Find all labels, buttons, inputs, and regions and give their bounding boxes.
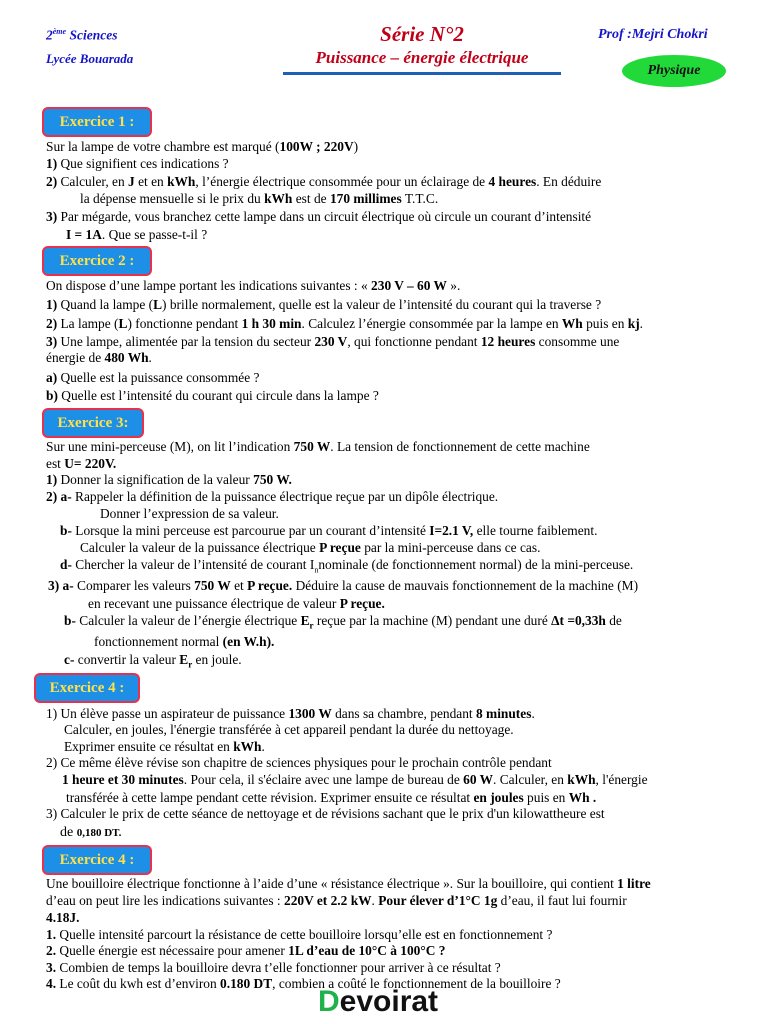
ex3-intro: Sur une mini-perceuse (M), on lit l’indication 750 W. La tension de fonctionnement de cette machine bbox=[46, 439, 590, 454]
ex3-q3b-cont: fonctionnement normal (en W.h). bbox=[94, 634, 275, 649]
ex3-q2a: 2) a- Rappeler la définition de la puissance électrique reçue par un dipôle électrique. bbox=[46, 489, 499, 504]
series-subtitle: Puissance – énergie électrique bbox=[315, 48, 529, 67]
ex3-q2b: b- Lorsque la mini perceuse est parcourue par un courant d’intensité I=2.1 V, elle tourne faiblement. bbox=[60, 523, 598, 538]
title-underline bbox=[283, 72, 561, 75]
ex4-q2-cont: 1 heure et 30 minutes. Pour cela, il s'éclaire avec une lampe de bureau de 60 W. Calculer, en kWh, l'énergie bbox=[62, 772, 648, 787]
ex4-q1: 1) Un élève passe un aspirateur de puissance 1300 W dans sa chambre, pendant 8 minutes. bbox=[46, 706, 535, 721]
ex2-q3-cont: énergie de 480 Wh. bbox=[46, 350, 152, 365]
ex3-q3c: c- convertir la valeur $E_r$ en joule. bbox=[64, 652, 242, 670]
devoirat-logo: Devoirat bbox=[318, 985, 439, 1018]
ex1-q3-cont: I = 1A. Que se passe-t-il ? bbox=[66, 227, 208, 242]
ex5-intro-cont2: 4.18J. bbox=[46, 910, 80, 925]
ex3-q3a: 3) a- Comparer les valeurs 750 W et P reçue. Déduire la cause de mauvais fonctionnement de la machine (M) bbox=[48, 578, 639, 593]
exercise-2-label: Exercice 2 : bbox=[42, 246, 152, 276]
ex3-intro-cont: est U= 220V. bbox=[46, 456, 117, 471]
ex5-q3: 3. Combien de temps la bouilloire devra t’elle fonctionner pour arriver à ce résultat ? bbox=[46, 960, 501, 975]
ex5-q4: 4. Le coût du kwh est d’environ 0.180 DT, combien a coûté le fonctionnement de la bouilloire ? bbox=[46, 976, 561, 991]
ex1-line: Sur la lampe de votre chambre est marqué (100W ; 220V) bbox=[46, 139, 359, 154]
ex4-q2: 2) Ce même élève révise son chapitre de sciences physiques pour le prochain contrôle pendant bbox=[46, 755, 552, 770]
ex4-q1-cont: Calculer, en joules, l'énergie transférée à cet appareil pendant la durée du nettoyage. bbox=[64, 722, 514, 737]
exercise-4-label: Exercice 4 : bbox=[34, 673, 140, 703]
ex4-q3: 3) Calculer le prix de cette séance de nettoyage et de révisions sachant que le prix d'un kilowattheure est bbox=[46, 806, 605, 821]
ex3-q3b: b- Calculer la valeur de l’énergie électrique $E_r$ reçue par la machine (M) pendant une duré Δt =0,33h de bbox=[64, 613, 622, 631]
class-level: 2ème Sciences bbox=[46, 27, 118, 43]
ex2-qb: b) Quelle est l’intensité du courant qui circule dans la lampe ? bbox=[46, 388, 379, 403]
ex1-q2-cont: la dépense mensuelle si le prix du kWh est de 170 millimes T.T.C. bbox=[80, 191, 439, 206]
ex2-q3: 3) Une lampe, alimentée par la tension du secteur 230 V, qui fonctionne pendant 12 heures consomme une bbox=[46, 334, 620, 349]
teacher-name: Prof :Mejri Chokri bbox=[598, 27, 708, 42]
ex2-qa: a) Quelle est la puissance consommée ? bbox=[46, 370, 260, 385]
exercise-5-label: Exercice 4 : bbox=[42, 845, 152, 875]
ex3-q2d: d- Chercher la valeur de l’intensité de courant $I_nnominale$ (de fonctionnement normal) de la mini-perceuse. bbox=[60, 557, 634, 575]
ex5-intro-cont: d’eau on peut lire les indications suivantes : 220V et 2.2 kW. Pour élever d’1°C 1g d’eau, il faut lui fournir bbox=[46, 893, 627, 908]
ex2-q1: 1) Quand la lampe (L) brille normalement, quelle est la valeur de l’intensité du courant qui la traverse ? bbox=[46, 297, 602, 312]
exercise-1-label: Exercice 1 : bbox=[42, 107, 152, 137]
school-name: Lycée Bouarada bbox=[46, 51, 134, 66]
ex4-q2-cont2: transférée à cette lampe pendant cette révision. Exprimer ensuite ce résultat en joules puis en Wh . bbox=[66, 790, 597, 805]
ex4-q1-cont2: Exprimer ensuite ce résultat en kWh. bbox=[64, 739, 265, 754]
exercise-3-label: Exercice 3: bbox=[42, 408, 144, 438]
ex2-intro: On dispose d’une lampe portant les indications suivantes : « 230 V – 60 W ». bbox=[46, 278, 461, 293]
ex3-q3a-cont: en recevant une puissance électrique de valeur P reçue. bbox=[88, 596, 385, 611]
ex1-q1: 1) Que signifient ces indications ? bbox=[46, 156, 229, 171]
ex2-q2: 2) La lampe (L) fonctionne pendant 1 h 30 min. Calculez l’énergie consommée par la lampe en Wh puis en kj. bbox=[46, 316, 644, 331]
ex5-q2: 2. Quelle énergie est nécessaire pour amener 1L d’eau de 10°C à 100°C ? bbox=[46, 943, 446, 958]
subject-badge: Physique bbox=[622, 55, 726, 87]
ex3-q1: 1) Donner la signification de la valeur 750 W. bbox=[46, 472, 292, 487]
ex1-q3: 3) Par mégarde, vous branchez cette lampe dans un circuit électrique où circule un courant d’intensité bbox=[46, 209, 592, 224]
ex3-q2a-cont: Donner l’expression de sa valeur. bbox=[100, 506, 279, 521]
ex5-q1: 1. Quelle intensité parcourt la résistance de cette bouilloire lorsqu’elle est en fonctionnement ? bbox=[46, 927, 553, 942]
ex5-intro: Une bouilloire électrique fonctionne à l’aide d’une « résistance électrique ». Sur la bouilloire, qui contient 1 litre bbox=[46, 876, 651, 891]
ex1-q2: 2) Calculer, en J et en kWh, l’énergie électrique consommée pour un éclairage de 4 heures. En déduire bbox=[46, 174, 602, 189]
series-title: Série N°2 bbox=[380, 22, 464, 46]
ex3-q2b-cont: Calculer la valeur de la puissance électrique P reçue par la mini-perceuse dans ce cas. bbox=[80, 540, 541, 555]
ex4-q3-cont: de 0,180 DT. bbox=[60, 825, 122, 840]
